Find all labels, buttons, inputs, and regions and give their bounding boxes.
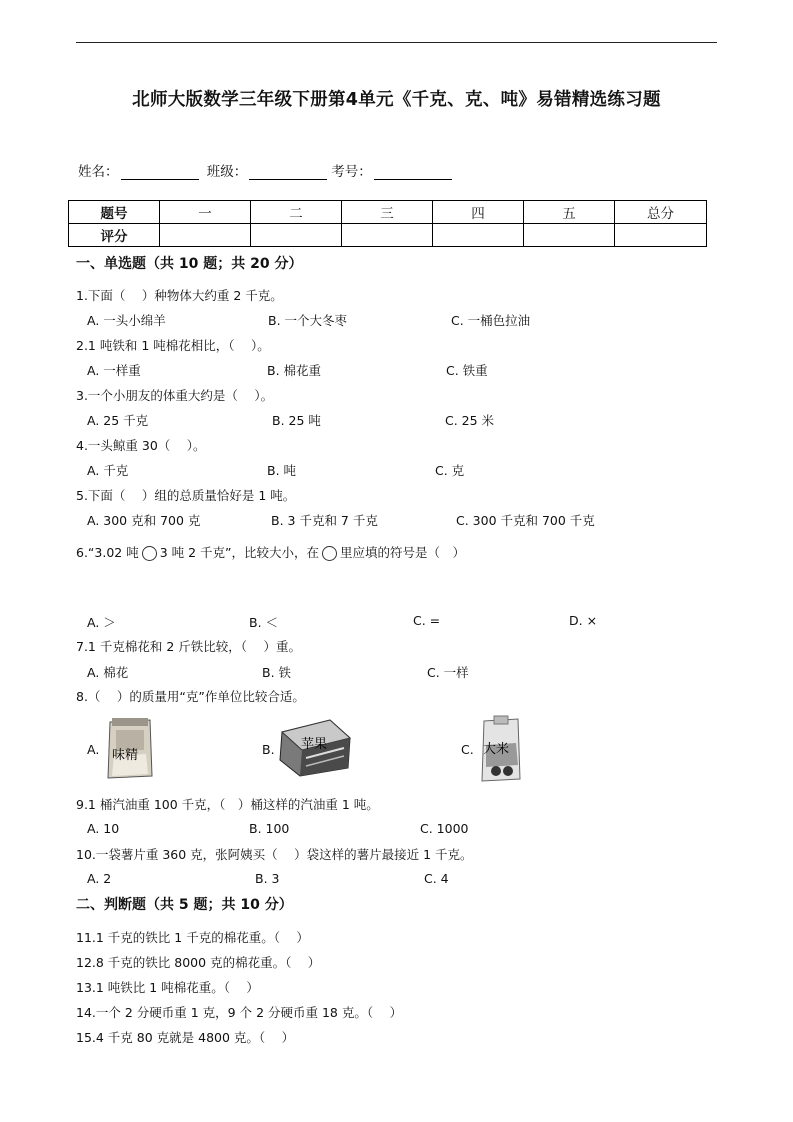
q8-option-c[interactable]: C. bbox=[461, 742, 474, 757]
q7-option-b[interactable]: B. 铁 bbox=[262, 665, 292, 680]
score-cell[interactable] bbox=[160, 224, 251, 247]
name-label: 姓名： bbox=[78, 164, 119, 180]
question-5: 5.下面（ ）组的总质量恰好是 1 吨。 bbox=[76, 488, 296, 503]
name-field[interactable] bbox=[121, 164, 199, 180]
section1-title: 一、单选题（共 10 题；共 20 分） bbox=[76, 256, 303, 272]
q9-option-b[interactable]: B. 100 bbox=[249, 821, 290, 836]
judge-question-15: 15.4 千克 80 克就是 4800 克。（ ） bbox=[76, 1030, 295, 1045]
question-2: 2.1 吨铁和 1 吨棉花相比，（ ）。 bbox=[76, 338, 270, 353]
student-info bbox=[78, 160, 456, 180]
compare-circle-icon bbox=[142, 546, 157, 561]
section2-title: 二、判断题（共 5 题；共 10 分） bbox=[76, 897, 293, 913]
question-6 bbox=[76, 543, 465, 561]
q10-option-c[interactable]: C. 4 bbox=[424, 871, 449, 886]
score-cell[interactable] bbox=[524, 224, 615, 247]
compare-circle-icon bbox=[322, 546, 337, 561]
score-header-cell: 四 bbox=[433, 201, 524, 224]
q4-option-c[interactable]: C. 克 bbox=[435, 463, 465, 478]
rice-label: 大米 bbox=[483, 742, 510, 757]
q6-option-d[interactable]: D. × bbox=[569, 613, 598, 628]
judge-question-13: 13.1 吨铁比 1 吨棉花重。（ ） bbox=[76, 980, 259, 995]
q6-text-b: 3 吨 2 千克”，比较大小，在 bbox=[159, 545, 320, 560]
q4-option-b[interactable]: B. 吨 bbox=[267, 463, 297, 478]
score-cell[interactable] bbox=[251, 224, 342, 247]
score-cell[interactable] bbox=[615, 224, 707, 247]
q9-option-a[interactable]: A. 10 bbox=[87, 821, 120, 836]
judge-question-12: 12.8 千克的铁比 8000 克的棉花重。（ ） bbox=[76, 955, 321, 970]
q2-option-b[interactable]: B. 棉花重 bbox=[267, 363, 322, 378]
q5-option-a[interactable]: A. 300 克和 700 克 bbox=[87, 513, 201, 528]
score-header-row bbox=[69, 201, 707, 224]
score-cell[interactable] bbox=[342, 224, 433, 247]
q6-option-b[interactable]: B. ＜ bbox=[249, 615, 279, 630]
score-table bbox=[68, 200, 707, 247]
score-row-label: 评分 bbox=[69, 224, 160, 247]
q1-option-b[interactable]: B. 一个大冬枣 bbox=[268, 313, 348, 328]
score-header-cell: 总分 bbox=[615, 201, 707, 224]
question-9: 9.1 桶汽油重 100 千克，（ ）桶这样的汽油重 1 吨。 bbox=[76, 797, 379, 812]
score-cell[interactable] bbox=[433, 224, 524, 247]
q2-option-a[interactable]: A. 一样重 bbox=[87, 363, 141, 378]
class-field[interactable] bbox=[249, 164, 327, 180]
q1-option-a[interactable]: A. 一头小绵羊 bbox=[87, 313, 166, 328]
question-8: 8.（ ）的质量用“克”作单位比较合适。 bbox=[76, 689, 305, 704]
score-header-cell: 一 bbox=[160, 201, 251, 224]
page-title: 北师大版数学三年级下册第4单元《千克、克、吨》易错精选练习题 bbox=[132, 90, 661, 110]
q7-option-a[interactable]: A. 棉花 bbox=[87, 665, 129, 680]
q3-option-b[interactable]: B. 25 吨 bbox=[272, 413, 321, 428]
q10-option-a[interactable]: A. 2 bbox=[87, 871, 112, 886]
apple-label: 苹果 bbox=[301, 737, 328, 752]
score-header-cell: 三 bbox=[342, 201, 433, 224]
question-7: 7.1 千克棉花和 2 斤铁比较，（ ）重。 bbox=[76, 639, 301, 654]
q10-option-b[interactable]: B. 3 bbox=[255, 871, 280, 886]
q5-option-b[interactable]: B. 3 千克和 7 千克 bbox=[271, 513, 378, 528]
q6-text-a: 6.“3.02 吨 bbox=[76, 545, 139, 560]
score-header-cell: 五 bbox=[524, 201, 615, 224]
q4-option-a[interactable]: A. 千克 bbox=[87, 463, 129, 478]
q2-option-c[interactable]: C. 铁重 bbox=[446, 363, 488, 378]
judge-question-11: 11.1 千克的铁比 1 千克的棉花重。（ ） bbox=[76, 930, 309, 945]
q5-option-c[interactable]: C. 300 千克和 700 千克 bbox=[456, 513, 595, 528]
q9-option-c[interactable]: C. 1000 bbox=[420, 821, 469, 836]
q7-option-c[interactable]: C. 一样 bbox=[427, 665, 469, 680]
exam-field[interactable] bbox=[374, 164, 452, 180]
top-rule bbox=[76, 42, 717, 43]
q3-option-c[interactable]: C. 25 米 bbox=[445, 413, 495, 428]
q6-text-c: 里应填的符号是（ ） bbox=[340, 545, 466, 560]
score-header-cell: 二 bbox=[251, 201, 342, 224]
q6-option-c[interactable]: C. = bbox=[413, 613, 441, 628]
class-label: 班级： bbox=[206, 164, 248, 180]
msg-label: 味精 bbox=[112, 748, 139, 763]
judge-question-14: 14.一个 2 分硬币重 1 克，9 个 2 分硬币重 18 克。（ ） bbox=[76, 1005, 403, 1020]
q8-option-a[interactable]: A. bbox=[87, 742, 100, 757]
score-header-cell: 题号 bbox=[69, 201, 160, 224]
q6-option-a[interactable]: A. ＞ bbox=[87, 615, 116, 630]
question-4: 4.一头鲸重 30（ ）。 bbox=[76, 438, 206, 453]
exam-label: 考号： bbox=[331, 164, 372, 180]
q8-option-b[interactable]: B. bbox=[262, 742, 275, 757]
question-1: 1.下面（ ）种物体大约重 2 千克。 bbox=[76, 288, 283, 303]
score-row bbox=[69, 224, 707, 247]
q3-option-a[interactable]: A. 25 千克 bbox=[87, 413, 149, 428]
question-10: 10.一袋薯片重 360 克，张阿姨买（ ）袋这样的薯片最接近 1 千克。 bbox=[76, 847, 473, 862]
question-3: 3.一个小朋友的体重大约是（ ）。 bbox=[76, 388, 274, 403]
q1-option-c[interactable]: C. 一桶色拉油 bbox=[451, 313, 531, 328]
